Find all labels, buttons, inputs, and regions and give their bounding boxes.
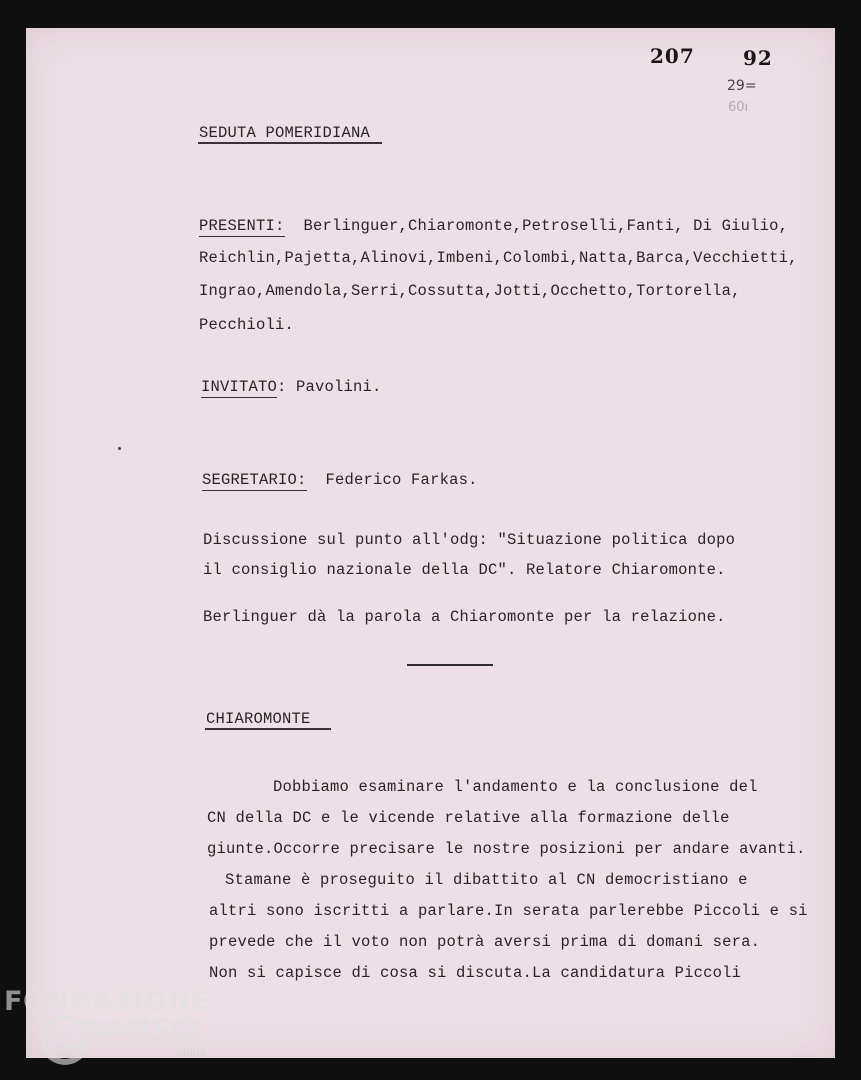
body-line: giunte.Occorre precisare le nostre posizioni per andare avanti. <box>207 840 806 858</box>
body-line: Stamane è proseguito il dibattito al CN democristiano e <box>225 871 748 889</box>
berlinguer-line: Berlinguer dà la parola a Chiaromonte per la relazione. <box>203 608 726 626</box>
discussione-line-2: il consiglio nazionale della DC". Relatore Chiaromonte. <box>203 561 726 579</box>
page-number-right: 92 <box>743 46 773 70</box>
presenti-label: PRESENTI: <box>199 217 285 235</box>
segretario-label: SEGRETARIO: <box>202 471 307 489</box>
watermark-suffix: onlus <box>176 1046 206 1059</box>
speaker-underline <box>205 728 331 730</box>
invitato-name: : Pavolini. <box>277 378 382 396</box>
segretario-name: Federico Farkas. <box>325 471 478 489</box>
ink-speck <box>118 447 121 450</box>
separator-line <box>407 664 493 666</box>
archival-document-page <box>26 28 835 1058</box>
body-line: CN della DC e le vicende relative alla formazione delle <box>207 809 730 827</box>
title-underline <box>198 142 382 144</box>
segretario-line <box>202 471 478 489</box>
fondazione-gramsci-watermark <box>4 986 234 1078</box>
invitato-label: INVITATO <box>201 378 278 396</box>
body-line: prevede che il voto non potrà aversi prima di domani sera. <box>209 933 761 951</box>
presenti-line-4: Pecchioli. <box>199 316 295 334</box>
invitato-line <box>201 378 382 396</box>
presenti-line-2: Reichlin,Pajetta,Alinovi,Imbeni,Colombi,Natta,Barca,Vecchietti, <box>199 249 798 267</box>
presenti-line-3: Ingrao,Amendola,Serri,Cossutta,Jotti,Occhetto,Tortorella, <box>199 282 741 300</box>
handwritten-note: 29= <box>727 78 757 94</box>
page-number-left: 207 <box>650 44 695 68</box>
session-title: SEDUTA POMERIDIANA <box>199 124 371 142</box>
body-line: Non si capisce di cosa si discuta.La candidatura Piccoli <box>209 964 742 982</box>
watermark-line-2: RAMSCI <box>81 1014 202 1045</box>
body-line: altri sono iscritti a parlare.In serata parlerebbe Piccoli e si <box>209 902 808 920</box>
faint-handwritten-note: 60ı <box>728 100 749 115</box>
speaker-heading: CHIAROMONTE <box>206 710 311 728</box>
discussione-line-1: Discussione sul punto all'odg: "Situazione politica dopo <box>203 531 736 549</box>
watermark-line-1: FONDAZIONE <box>4 986 210 1017</box>
presenti-line-1 <box>199 217 788 235</box>
presenti-names-1: Berlinguer,Chiaromonte,Petroselli,Fanti, Di Giulio, <box>303 217 789 235</box>
body-line: Dobbiamo esaminare l'andamento e la conclusione del <box>273 778 758 796</box>
